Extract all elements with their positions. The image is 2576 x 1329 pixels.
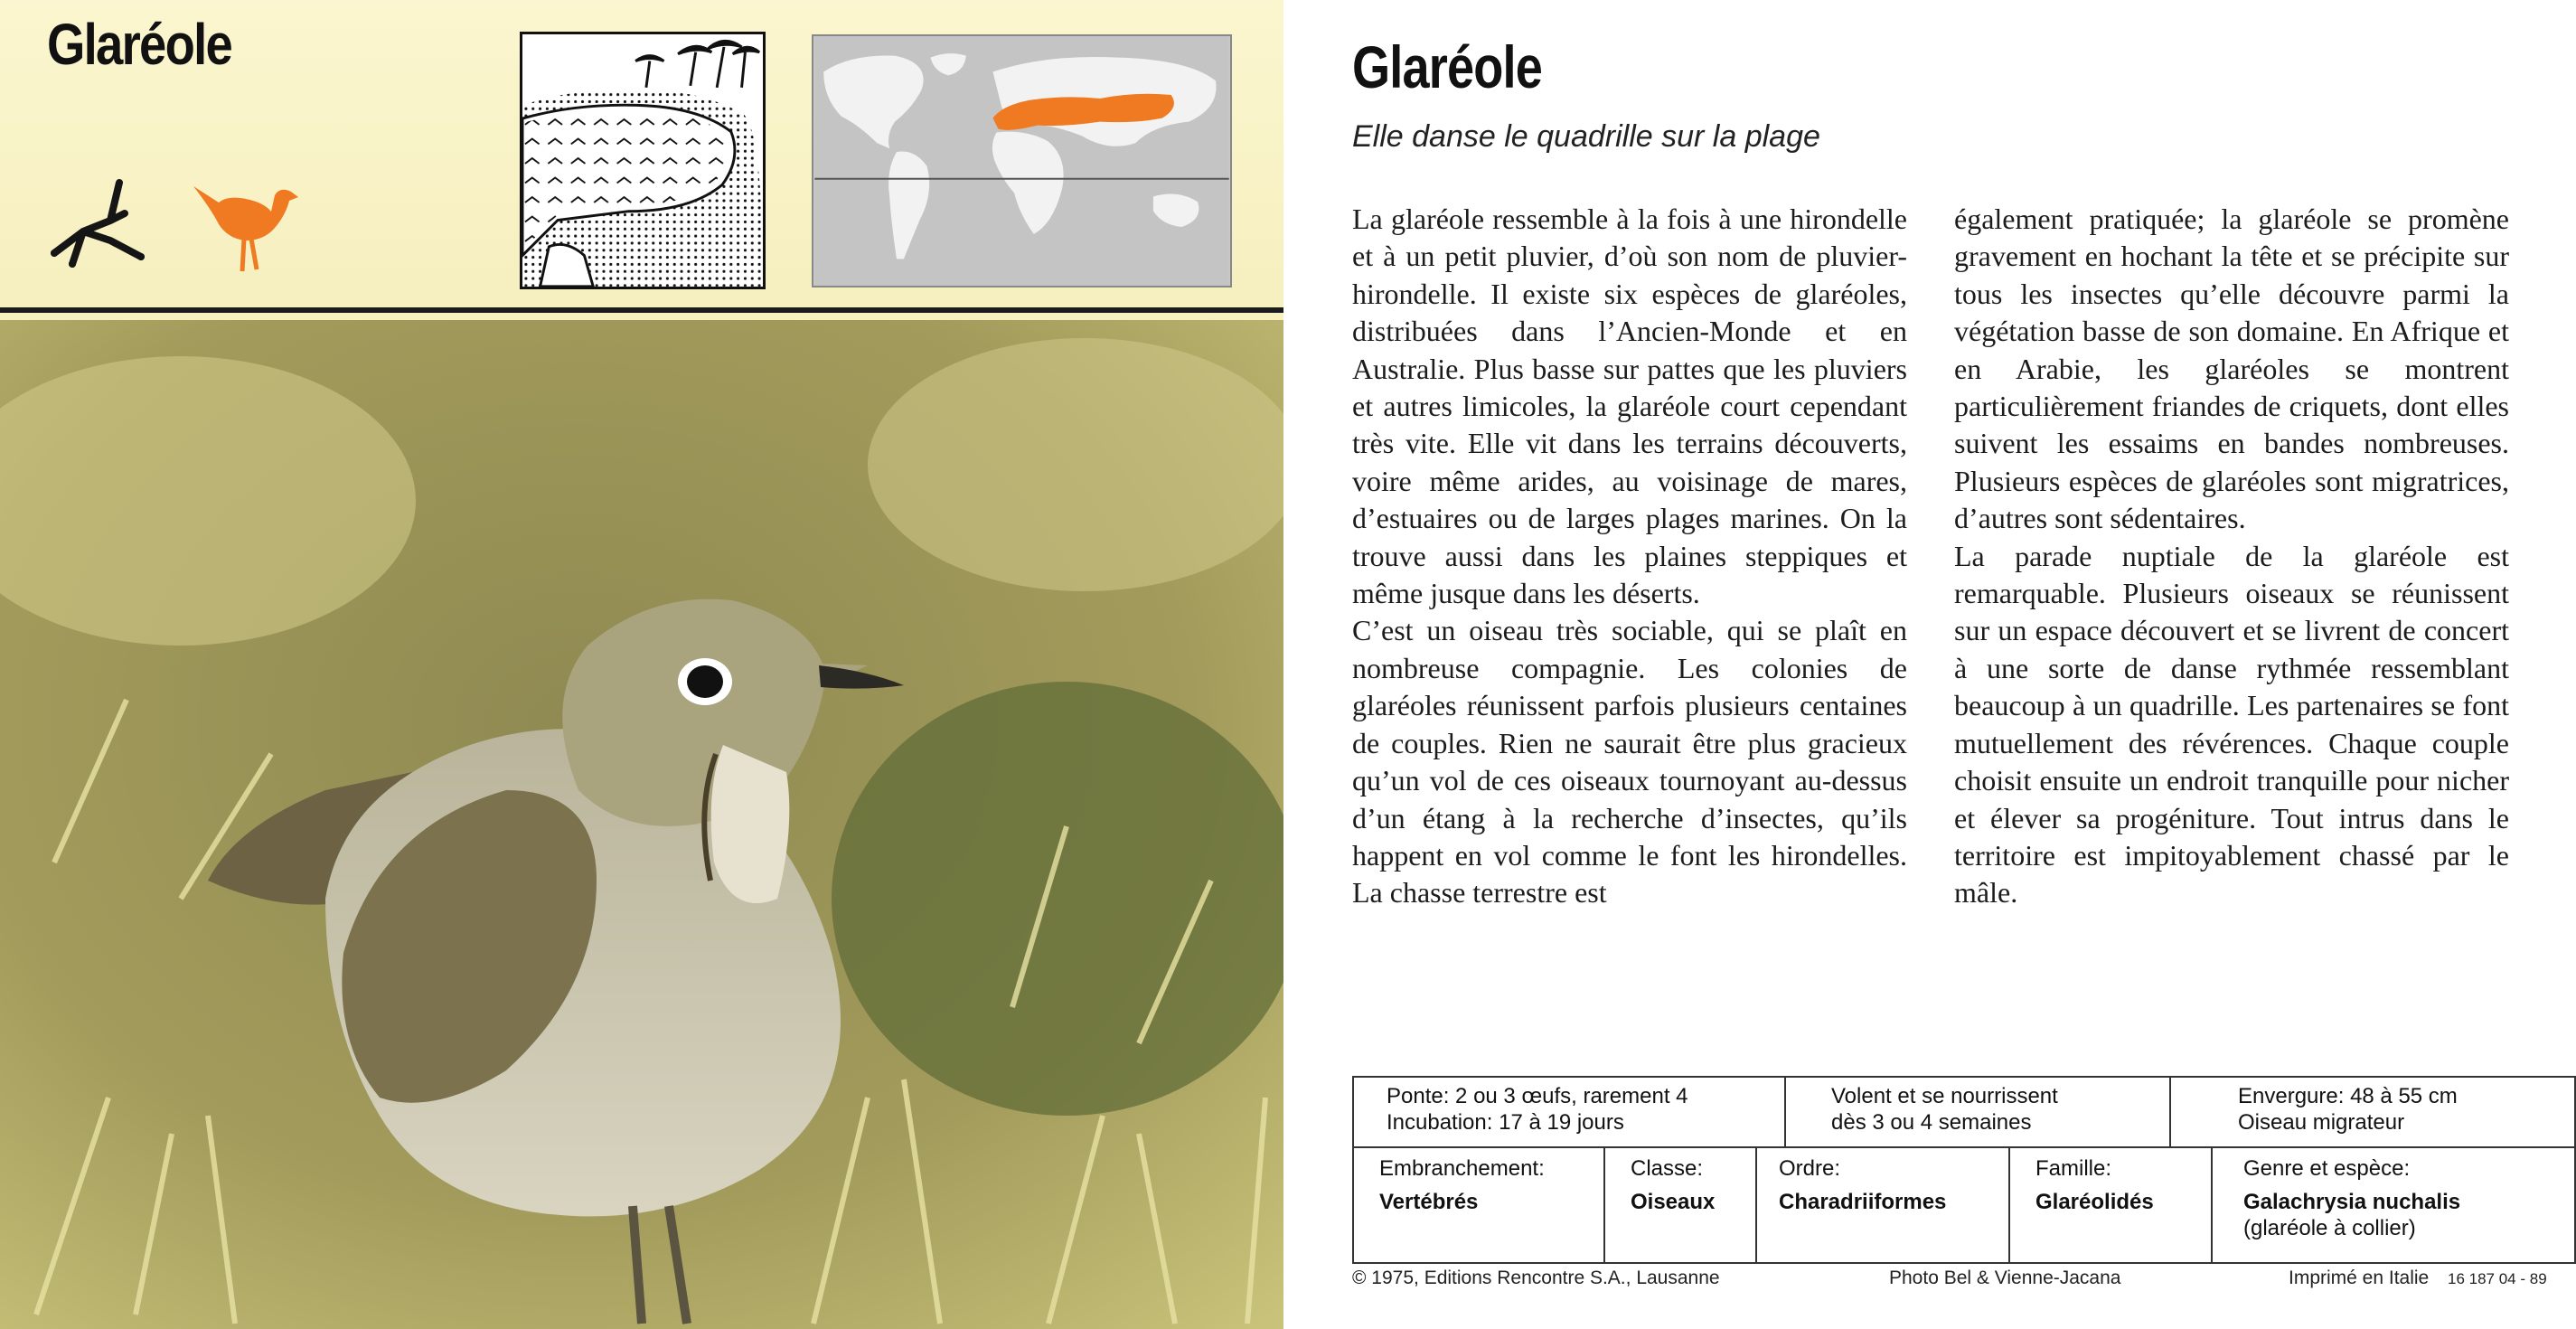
- bird-foot-icon: [47, 177, 155, 277]
- fledging-text-1: Volent et se nourrissent: [1831, 1084, 2058, 1108]
- taxonomy-row: [1354, 1146, 2574, 1262]
- migration-text: Oiseau migrateur: [2238, 1110, 2405, 1135]
- ponte-text: Ponte: 2 ou 3 œufs, rarement 4: [1387, 1084, 1688, 1108]
- order-value: Charadriiformes: [1779, 1190, 1947, 1214]
- incubation-text: Incubation: 17 à 19 jours: [1387, 1110, 1624, 1135]
- phylum-label: Embranchement:: [1379, 1156, 1545, 1181]
- fledging-text-2: dès 3 ou 4 semaines: [1831, 1110, 2032, 1135]
- class-value: Oiseaux: [1631, 1190, 1716, 1214]
- phylum-cell: [1379, 1146, 1603, 1262]
- right-card: [1283, 0, 2576, 1329]
- paragraph: La glaréole ressemble à la fois à une hirondelle et à un petit pluvier, d’où son nom de pluvier-hirondelle. Il existe six espèces de glaréoles, distribuées dans l’Ancien-Monde et en Australie. Plus basse sur pattes que les pluviers et autres limicoles, la glaréole court cependant très vite. Elle vit dans les terrains découverts, voire même arides, au voisinage de mares, d’estuaires ou de larges plages marines. On la trouve aussi dans les plaines steppiques et même jusque dans les déserts.: [1352, 203, 1907, 610]
- wingspan-cell: [2169, 1078, 2574, 1146]
- habitat-illustration: [520, 32, 766, 289]
- text-column-1: [1352, 201, 1907, 912]
- info-table: [1352, 1076, 2576, 1264]
- class-cell: [1603, 1146, 1755, 1262]
- breeding-cell: [1387, 1078, 1784, 1146]
- card-code: 16 187 04 - 89: [2448, 1270, 2547, 1287]
- bird-photo: [0, 320, 1283, 1329]
- species-value: Galachrysia nuchalis: [2243, 1190, 2461, 1214]
- class-label: Classe:: [1631, 1156, 1704, 1181]
- species-label: Genre et espèce:: [2243, 1156, 2411, 1181]
- phylum-value: Vertébrés: [1379, 1190, 1479, 1214]
- left-header: [0, 0, 1283, 307]
- printed-text: Imprimé en Italie: [2289, 1268, 2430, 1288]
- footer: [1352, 1268, 2576, 1304]
- species-note: (glaréole à collier): [2243, 1216, 2416, 1240]
- card-title: Glaréole: [47, 12, 232, 77]
- bird-silhouette-icon: [192, 168, 300, 277]
- paragraph: C’est un oiseau très sociable, qui se plaît en nombreuse compagnie. Les colonies de glaréoles réunissent parfois plusieurs centaines de couples. Rien ne saurait être plus gracieux qu’un vol de ces oiseaux tournoyant au-dessus d’un étang à la recherche d’insectes, qu’ils happent en vol comme le font les hirondelles. La chasse terrestre est: [1352, 614, 1907, 910]
- paragraph: La parade nuptiale de la glaréole est remarquable. Plusieurs oiseaux se réunissent sur un espace découvert et se livrent de concert à une sorte de danse rythmée ressemblant beaucoup à un quadrille. Les partenaires se font mutuellement des révérences. Chaque couple choisit ensuite un endroit tranquille pour nicher et élever sa progéniture. Tout intrus dans le territoire est impitoyablement chassé par le mâle.: [1954, 539, 2509, 910]
- text-column-2: [1954, 201, 2509, 912]
- order-cell: [1755, 1146, 2008, 1262]
- photo-credit: Photo Bel & Vienne-Jacana: [1889, 1268, 2121, 1288]
- copyright-text: © 1975, Editions Rencontre S.A., Lausanne: [1352, 1268, 1720, 1288]
- wingspan-text: Envergure: 48 à 55 cm: [2238, 1084, 2458, 1108]
- header-divider: [0, 307, 1283, 313]
- family-value: Glaréolidés: [2035, 1190, 2154, 1214]
- family-cell: [2008, 1146, 2211, 1262]
- order-label: Ordre:: [1779, 1156, 1841, 1181]
- species-cell: [2211, 1146, 2574, 1262]
- facts-row: [1354, 1078, 2574, 1148]
- family-label: Famille:: [2035, 1156, 2112, 1181]
- left-card: [0, 0, 1283, 1329]
- article-subtitle: Elle danse le quadrille sur la plage: [1352, 119, 1820, 154]
- article-title: Glaréole: [1352, 33, 1543, 100]
- fledging-cell: [1784, 1078, 2169, 1146]
- paragraph: également pratiquée; la glaréole se promène gravement en hochant la tête et se précipite sur tous les insectes qu’elle découvre parmi la végétation basse de son domaine. En Afrique et en Arabie, les glaréoles se montrent particulièrement friandes de criquets, dont elles suivent les essaims en bandes nombreuses. Plusieurs espèces de glaréoles sont migratrices, d’autres sont sédentaires.: [1954, 203, 2509, 535]
- range-map: [812, 34, 1232, 287]
